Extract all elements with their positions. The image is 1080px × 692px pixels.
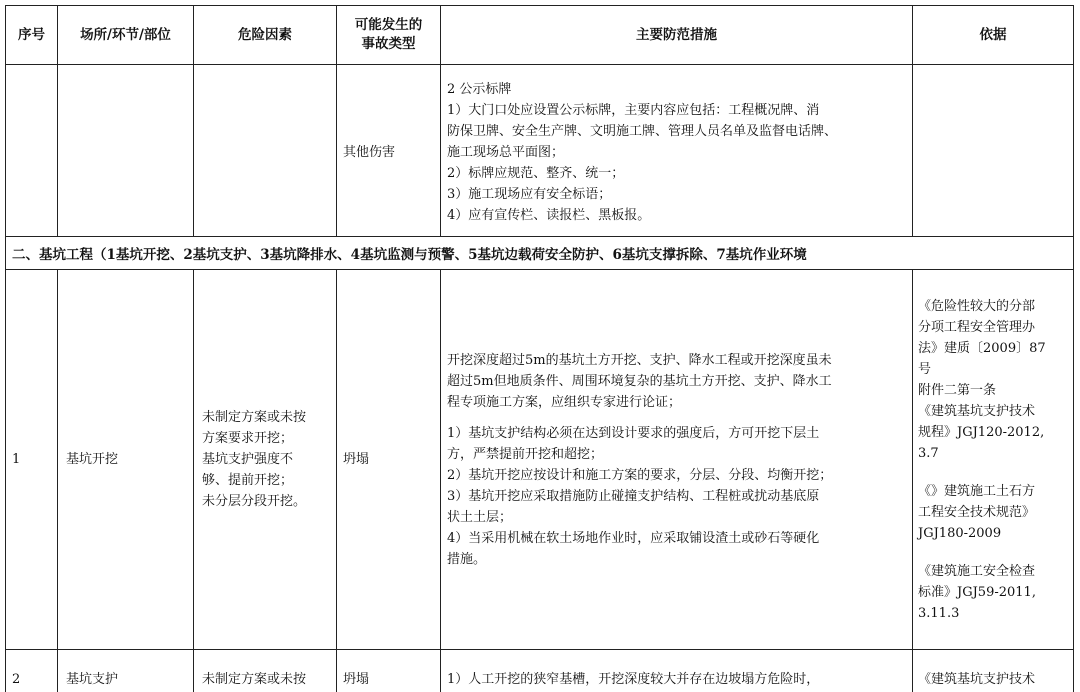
basis-line: 《建筑基坑支护技术 [918, 672, 1036, 687]
hazard-line: 方案要求开挖； [202, 431, 294, 446]
cell-basis [913, 65, 1074, 237]
cell-no [6, 65, 58, 237]
paragraph-gap [918, 544, 1071, 561]
measure-line: 2）基坑开挖应按设计和施工方案的要求，分层、分段、均衡开挖； [447, 467, 833, 483]
paragraph-gap [447, 413, 906, 423]
measure-line: 状土土层； [447, 509, 513, 525]
cell-basis [913, 650, 1074, 692]
header-accident-line-1: 可能发生的 [354, 17, 423, 33]
accident-text: 其他伤害 [343, 144, 396, 160]
basis-line: 《危险性较大的分部 [918, 298, 1036, 314]
measure-line: 2 公示标牌 [447, 81, 512, 97]
header-accident-type [337, 6, 441, 65]
cell-measures [441, 270, 913, 650]
measure-line: 4）应有宣传栏、读报栏、黑板报。 [447, 207, 651, 223]
cell-hazard [194, 270, 337, 650]
risk-table [5, 5, 1074, 692]
section-row [6, 237, 1074, 270]
table-row-1 [6, 270, 1074, 650]
section-title [6, 237, 1074, 270]
measure-line: 施工现场总平面图； [447, 144, 565, 160]
header-place: 场所/环节/部位 [58, 6, 194, 65]
table-row-continued [6, 65, 1074, 237]
measure-line: 1）大门口处应设置公示标牌，主要内容应包括：工程概况牌、消 [447, 102, 820, 118]
cell-accident: 坍塌 [337, 650, 441, 692]
cell-place: 基坑开挖 [58, 270, 194, 650]
header-accident-line-2: 事故类型 [361, 36, 416, 52]
cell-no: 2 [6, 650, 58, 692]
header-hazard: 危险因素 [194, 6, 337, 65]
header-no: 序号 [6, 6, 58, 65]
section-title-text: 二、基坑工程（1基坑开挖、2基坑支护、3基坑降排水、4基坑监测与预警、5基坑边载荷安全防护、6基坑支撑拆除、7基坑作业环境 [12, 247, 807, 263]
basis-line: 《建筑施工安全检查 [918, 563, 1036, 579]
cell-place: 基坑支护 [58, 650, 194, 692]
basis-line: JGJ180-2009 [918, 525, 1002, 541]
cell-accident [337, 65, 441, 237]
cell-no: 1 [6, 270, 58, 650]
cell-place [58, 65, 194, 237]
measure-line: 1）基坑支护结构必须在达到设计要求的强度后，方可开挖下层土 [447, 425, 820, 441]
cell-measures [441, 65, 913, 237]
basis-line: 标准》JGJ59-2011, [918, 584, 1036, 600]
hazard-line: 未制定方案或未按 [202, 672, 307, 687]
basis-line: 规程》JGJ120-2012, [918, 424, 1045, 440]
measure-line: 3）施工现场应有安全标语； [447, 186, 612, 202]
measure-line: 3）基坑开挖应采取措施防止碰撞支护结构、工程桩或扰动基底原 [447, 488, 820, 504]
basis-line: 工程安全技术规范》 [918, 504, 1036, 520]
measure-line: 防保卫牌、安全生产牌、文明施工牌、管理人员名单及监督电话牌、 [447, 123, 838, 139]
hazard-line: 够、提前开挖； [202, 473, 294, 488]
cell-measures [441, 650, 913, 692]
measure-line: 4）当采用机械在软土场地作业时，应采取铺设渣土或砂石等硬化 [447, 530, 820, 546]
cell-basis [913, 270, 1074, 650]
measure-line: 1）人工开挖的狭窄基槽，开挖深度较大并存在边坡塌方危险时， [447, 672, 820, 687]
paragraph-gap [918, 464, 1071, 481]
header-measures: 主要防范措施 [441, 6, 913, 65]
header-basis: 依据 [913, 6, 1074, 65]
basis-line: 3.7 [918, 445, 939, 461]
measure-line: 程专项施工方案，应组织专家进行论证； [447, 394, 682, 410]
cell-hazard [194, 65, 337, 237]
header-row [6, 6, 1074, 65]
measure-line: 开挖深度超过5m的基坑土方开挖、支护、降水工程或开挖深度虽未 [447, 352, 832, 368]
measure-line: 方，严禁提前开挖和超挖； [447, 446, 604, 462]
measure-line: 措施。 [447, 551, 487, 567]
basis-line: 分项工程安全管理办 [918, 319, 1036, 335]
hazard-line: 基坑支护强度不 [202, 452, 294, 467]
basis-line: 号 [918, 361, 932, 377]
table-row-2 [6, 650, 1074, 692]
hazard-line: 未制定方案或未按 [202, 410, 307, 425]
measure-line: 超过5m但地质条件、周围环境复杂的基坑土方开挖、支护、降水工 [447, 373, 832, 389]
cell-hazard [194, 650, 337, 692]
basis-line: 《》建筑施工土石方 [918, 483, 1036, 499]
basis-line: 附件二第一条 [918, 382, 997, 398]
basis-line: 3.11.3 [918, 605, 960, 621]
basis-line: 法》建质〔2009〕87 [918, 340, 1046, 356]
cell-accident: 坍塌 [337, 270, 441, 650]
basis-line: 《建筑基坑支护技术 [918, 403, 1036, 419]
hazard-line: 未分层分段开挖。 [202, 494, 307, 509]
measure-line: 2）标牌应规范、整齐、统一； [447, 165, 625, 181]
